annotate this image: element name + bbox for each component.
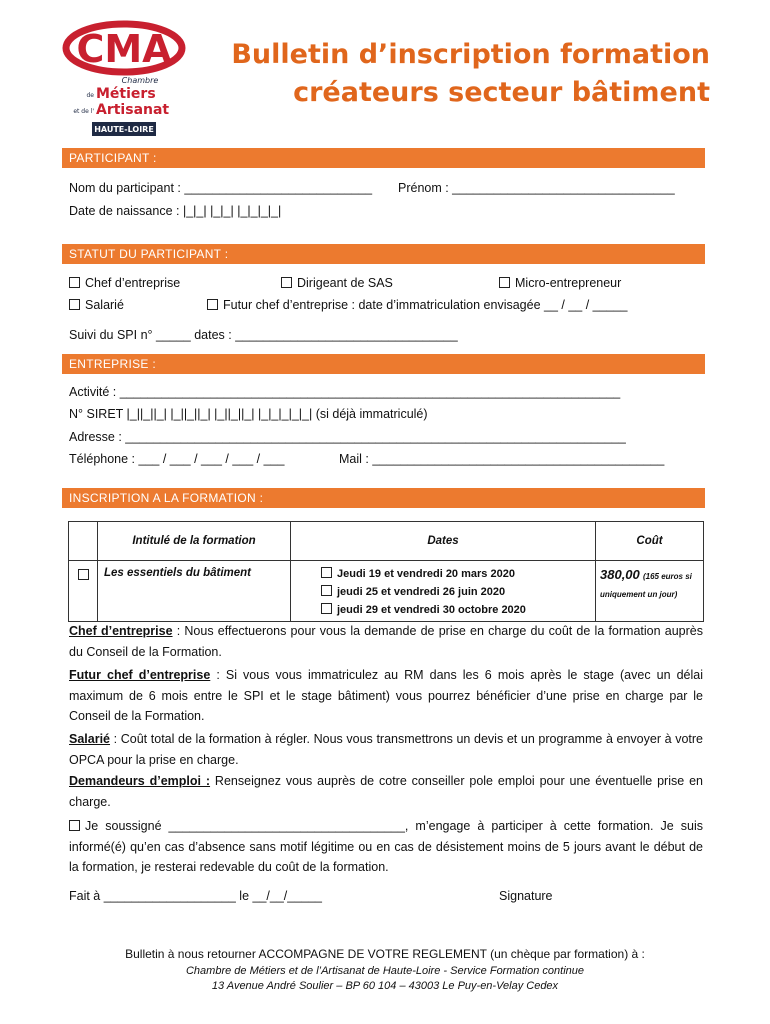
checkbox[interactable] [499,277,510,288]
col-cout: Coût [596,522,704,561]
inscription-header: INSCRIPTION A LA FORMATION : [62,488,705,508]
signature-label: Signature [499,889,553,903]
participant-birthdate-field[interactable]: Date de naissance : |_|_| |_|_| |_|_|_|_| [69,204,282,218]
formation-title: Les essentiels du bâtiment [98,561,291,622]
paragraph-salarie-label: Salarié [69,732,111,746]
price: 380,00 [600,567,640,582]
price-note-2: uniquement un jour) [600,590,678,599]
checkbox[interactable] [281,277,292,288]
paragraph-futur [69,665,703,727]
checkbox[interactable] [321,567,332,578]
logo-line2-prefix: de [86,92,94,99]
table-row [69,561,704,622]
logo-badge: HAUTE-LOIRE [94,125,154,134]
footer-address-2: 13 Avenue André Soulier – BP 60 104 – 43003 Le Puy-en-Velay Cedex [211,980,559,992]
date-label-2: jeudi 25 et vendredi 26 juin 2020 [337,586,506,598]
date-option-2[interactable] [321,583,589,601]
statut-micro-option[interactable] [499,276,621,290]
paragraph-chef [69,621,703,662]
paragraph-futur-text: : Si vous vous immatriculez au RM dans les 6 mois après le stage (avec un délai maximum de 6 mois entre le SPI et le stage bâtiment) vous pourrez bénéficier d’une prise en charge par le Conseil de la Formation. [69,668,703,723]
entreprise-mail-field[interactable]: Mail : __________________________________________ [339,452,665,466]
checkbox[interactable] [69,277,80,288]
logo-line3-prefix: et de l' [73,108,94,115]
engagement-checkbox[interactable] [69,820,80,831]
table-header-row [69,522,704,561]
paragraph-chef-label: Chef d’entreprise [69,624,173,638]
statut-micro-label: Micro-entrepreneur [515,276,622,290]
statut-chef-label: Chef d’entreprise [85,276,181,290]
fait-a-field[interactable]: Fait à ___________________ le __/__/_____ [69,889,323,903]
cma-logo [60,16,190,142]
logo-line3: Artisanat [96,102,170,118]
statut-futur-label: Futur chef d’entreprise : date d’immatriculation envisagée __ / __ / _____ [223,298,628,312]
date-option-3[interactable] [321,601,589,619]
paragraph-engagement [69,816,703,878]
title-line1: Bulletin d’inscription formation [231,39,710,70]
paragraph-demandeurs-text: Renseignez vous auprès de cotre conseiller pole emploi pour une éventuelle prise en charge. [69,774,703,809]
date-label-3: jeudi 29 et vendredi 30 octobre 2020 [337,604,526,616]
participant-firstname-field[interactable]: Prénom : ________________________________ [398,181,675,195]
checkbox[interactable] [321,603,332,614]
paragraph-demandeurs-label: Demandeurs d’emploi : [69,774,211,788]
logo-mark: CMA [76,27,172,71]
paragraph-salarie-text: : Coût total de la formation à régler. Nous vous transmettrons un devis et un programme à envoyer à votre OPCA pour la prise en charge. [69,732,703,767]
col-dates: Dates [291,522,596,561]
formation-checkbox[interactable] [78,569,89,580]
title-line2: créateurs secteur bâtiment [293,77,710,108]
checkbox[interactable] [207,299,218,310]
statut-header: STATUT DU PARTICIPANT : [62,244,705,264]
statut-futur-option[interactable] [207,298,627,312]
logo-line2: Métiers [96,86,156,102]
statut-sas-label: Dirigeant de SAS [297,276,393,290]
checkbox[interactable] [69,299,80,310]
entreprise-siret-field[interactable]: N° SIRET |_||_||_| |_||_||_| |_||_||_| |_|_|_|_|_| (si déjà immatriculé) [69,407,428,421]
statut-spi-field[interactable]: Suivi du SPI n° _____ dates : ________________________________ [69,328,458,342]
statut-salarie-label: Salarié [85,298,124,312]
participant-name-field[interactable]: Nom du participant : ___________________________ [69,181,373,195]
entreprise-adresse-field[interactable]: Adresse : ________________________________________________________________________ [69,430,626,444]
statut-salarie-option[interactable] [69,298,124,312]
footer-instruction: Bulletin à nous retourner ACCOMPAGNE DE VOTRE REGLEMENT (un chèque par formation) à : [125,947,645,961]
entreprise-telephone-field[interactable]: Téléphone : ___ / ___ / ___ / ___ / ___ [69,452,285,466]
entreprise-activite-field[interactable]: Activité : ________________________________________________________________________ [69,385,621,399]
date-label-1: Jeudi 19 et vendredi 20 mars 2020 [337,568,515,580]
page-title [190,36,710,112]
participant-header: PARTICIPANT : [62,148,705,168]
paragraph-engagement-text: Je soussigné __________________________________, m’engage à participer à cette formation. Je suis informé(é) qu’en cas d’absence sans motif légitime ou en cas de désistement moins de 5 jours avant le début de la formation, je resterai redevable du coût de la formation. [69,819,703,874]
paragraph-futur-label: Futur chef d’entreprise [69,668,211,682]
entreprise-header: ENTREPRISE : [62,354,705,374]
price-note-1: (165 euros si [642,572,692,581]
footer-address-1: Chambre de Métiers et de l’Artisanat de Haute-Loire - Service Formation continue [185,965,585,977]
paragraph-demandeurs [69,771,703,812]
paragraph-salarie [69,729,703,770]
statut-sas-option[interactable] [281,276,393,290]
col-intitule: Intitulé de la formation [98,522,291,561]
cma-logo-graphic [60,16,190,142]
statut-chef-option[interactable] [69,276,180,290]
paragraph-chef-text: : Nous effectuerons pour vous la demande de prise en charge du coût de la formation auprès du Conseil de la Formation. [69,624,703,659]
checkbox[interactable] [321,585,332,596]
date-option-1[interactable] [321,565,589,583]
logo-line1: Chambre [121,76,159,85]
formation-table [68,521,704,622]
